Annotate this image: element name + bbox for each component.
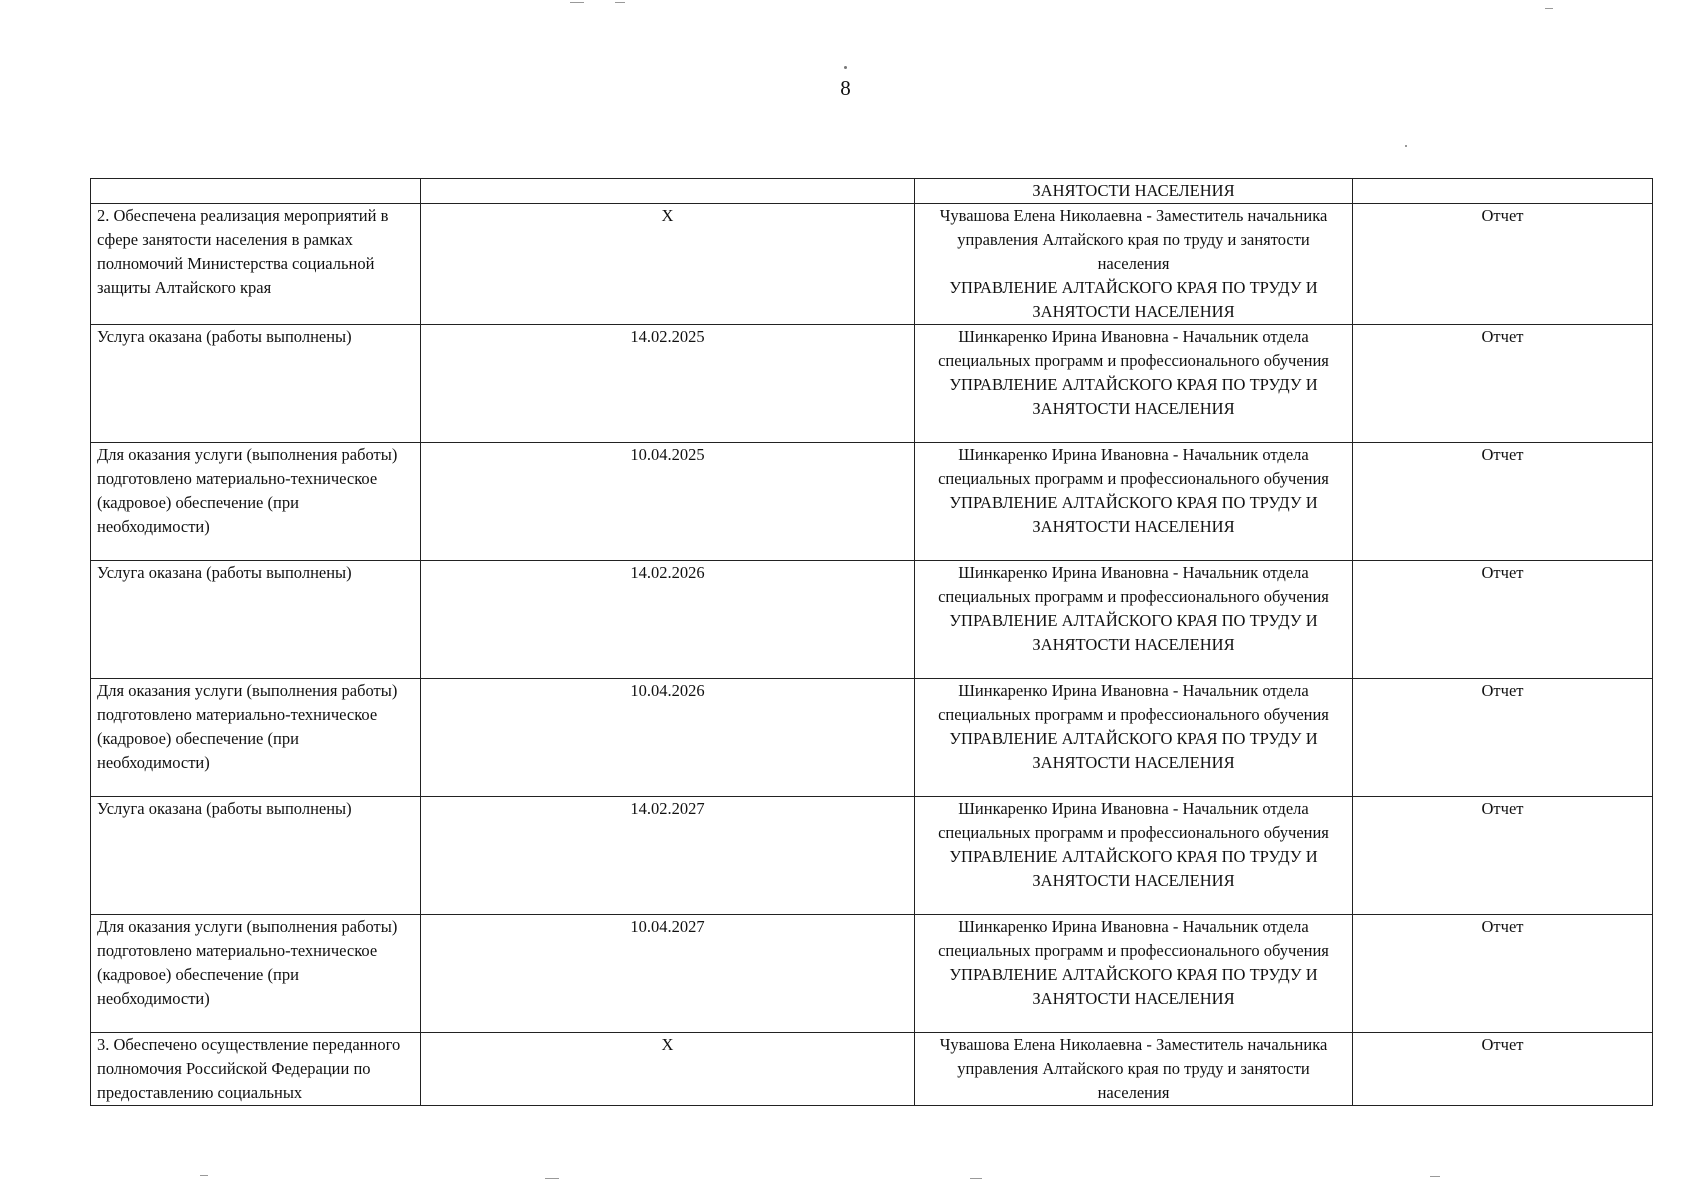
document-cell: Отчет (1353, 797, 1653, 915)
document-cell: Отчет (1353, 679, 1653, 797)
table-row (91, 204, 1653, 325)
responsible-person: Чувашова Елена Николаевна - Заместитель начальника управления Алтайского края по труду и занятости населения (939, 206, 1328, 273)
table-row (91, 325, 1653, 443)
responsible-dept: УПРАВЛЕНИЕ АЛТАЙСКОГО КРАЯ ПО ТРУДУ И ЗАНЯТОСТИ НАСЕЛЕНИЯ (949, 611, 1318, 654)
responsible-person: Шинкаренко Ирина Ивановна - Начальник отдела специальных программ и профессионального обучения (938, 445, 1329, 488)
table-row (91, 561, 1653, 679)
activities-table (90, 178, 1653, 1106)
date-cell: 10.04.2026 (421, 679, 915, 797)
task-cell: Услуга оказана (работы выполнены) (91, 325, 421, 443)
responsible-dept: УПРАВЛЕНИЕ АЛТАЙСКОГО КРАЯ ПО ТРУДУ И ЗАНЯТОСТИ НАСЕЛЕНИЯ (949, 278, 1318, 321)
scan-artifact (1545, 8, 1553, 9)
date-cell: 14.02.2027 (421, 797, 915, 915)
responsible-dept: УПРАВЛЕНИЕ АЛТАЙСКОГО КРАЯ ПО ТРУДУ И ЗАНЯТОСТИ НАСЕЛЕНИЯ (949, 375, 1318, 418)
responsible-cell (915, 915, 1353, 1033)
document-cell: Отчет (1353, 325, 1653, 443)
task-cell (91, 179, 421, 204)
date-cell: 10.04.2027 (421, 915, 915, 1033)
document-cell (1353, 179, 1653, 204)
responsible-dept-cell: ЗАНЯТОСТИ НАСЕЛЕНИЯ (915, 179, 1353, 204)
date-cell: X (421, 204, 915, 325)
date-cell: 10.04.2025 (421, 443, 915, 561)
scan-artifact (1430, 1176, 1440, 1177)
responsible-cell (915, 443, 1353, 561)
responsible-person: Шинкаренко Ирина Ивановна - Начальник отдела специальных программ и профессионального обучения (938, 681, 1329, 724)
scan-artifact (615, 2, 625, 3)
responsible-dept: УПРАВЛЕНИЕ АЛТАЙСКОГО КРАЯ ПО ТРУДУ И ЗАНЯТОСТИ НАСЕЛЕНИЯ (949, 493, 1318, 536)
scan-artifact (970, 1178, 982, 1179)
task-cell: Услуга оказана (работы выполнены) (91, 797, 421, 915)
page-number: 8 (840, 76, 851, 100)
responsible-cell (915, 204, 1353, 325)
responsible-person: Шинкаренко Ирина Ивановна - Начальник отдела специальных программ и профессионального обучения (938, 799, 1329, 842)
responsible-cell (915, 561, 1353, 679)
task-cell: Для оказания услуги (выполнения работы) подготовлено материально-техническое (кадровое) обеспечение (при необходимости) (91, 915, 421, 1033)
scan-artifact (545, 1178, 559, 1179)
responsible-person: Шинкаренко Ирина Ивановна - Начальник отдела специальных программ и профессионального обучения (938, 563, 1329, 606)
responsible-dept: УПРАВЛЕНИЕ АЛТАЙСКОГО КРАЯ ПО ТРУДУ И ЗАНЯТОСТИ НАСЕЛЕНИЯ (949, 965, 1318, 1008)
scan-artifact (200, 1175, 208, 1176)
table-row (91, 443, 1653, 561)
scan-artifact (844, 66, 847, 69)
task-cell: 2. Обеспечена реализация мероприятий в сфере занятости населения в рамках полномочий Министерства социальной защиты Алтайского края (91, 204, 421, 325)
table-row (91, 1033, 1653, 1106)
task-cell: Для оказания услуги (выполнения работы) подготовлено материально-техническое (кадровое) обеспечение (при необходимости) (91, 679, 421, 797)
scan-artifact (570, 2, 584, 3)
date-cell: 14.02.2025 (421, 325, 915, 443)
responsible-dept: УПРАВЛЕНИЕ АЛТАЙСКОГО КРАЯ ПО ТРУДУ И ЗАНЯТОСТИ НАСЕЛЕНИЯ (949, 729, 1318, 772)
document-cell: Отчет (1353, 443, 1653, 561)
table-row (91, 797, 1653, 915)
date-cell: X (421, 1033, 915, 1106)
task-cell: Услуга оказана (работы выполнены) (91, 561, 421, 679)
responsible-person: Чувашова Елена Николаевна - Заместитель начальника управления Алтайского края по труду и занятости населения (939, 1035, 1328, 1102)
document-cell: Отчет (1353, 1033, 1653, 1106)
date-cell (421, 179, 915, 204)
date-cell: 14.02.2026 (421, 561, 915, 679)
document-cell: Отчет (1353, 915, 1653, 1033)
responsible-person: Шинкаренко Ирина Ивановна - Начальник отдела специальных программ и профессионального обучения (938, 327, 1329, 370)
document-cell: Отчет (1353, 204, 1653, 325)
task-cell: Для оказания услуги (выполнения работы) подготовлено материально-техническое (кадровое) обеспечение (при необходимости) (91, 443, 421, 561)
responsible-cell (915, 1033, 1353, 1106)
responsible-cell (915, 679, 1353, 797)
task-cell: 3. Обеспечено осуществление переданного полномочия Российской Федерации по предоставлению социальных (91, 1033, 421, 1106)
responsible-cell (915, 797, 1353, 915)
scan-artifact (1405, 145, 1407, 147)
table-row (91, 179, 1653, 204)
responsible-dept: УПРАВЛЕНИЕ АЛТАЙСКОГО КРАЯ ПО ТРУДУ И ЗАНЯТОСТИ НАСЕЛЕНИЯ (949, 847, 1318, 890)
responsible-person: Шинкаренко Ирина Ивановна - Начальник отдела специальных программ и профессионального обучения (938, 917, 1329, 960)
table-row (91, 679, 1653, 797)
table-row (91, 915, 1653, 1033)
responsible-cell (915, 325, 1353, 443)
document-cell: Отчет (1353, 561, 1653, 679)
